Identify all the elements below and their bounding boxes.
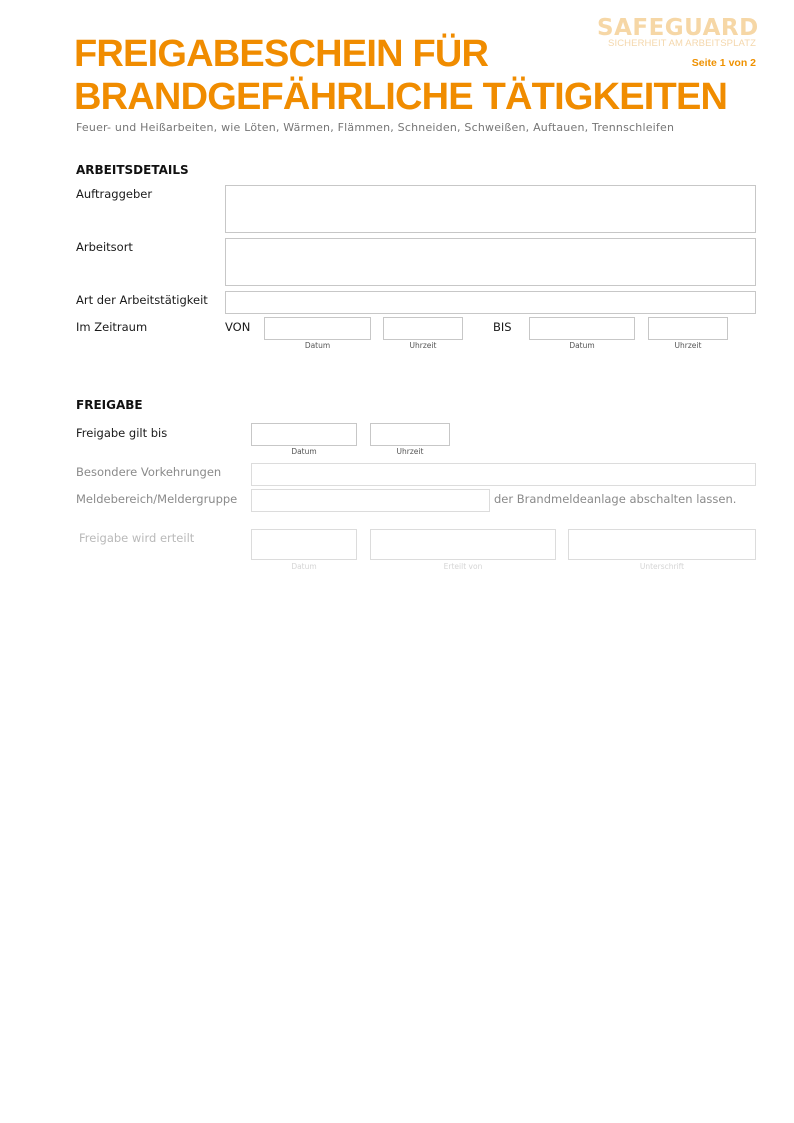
auftraggeber-label: Auftraggeber <box>76 187 153 201</box>
erteilt-datum-caption: Datum <box>291 562 317 571</box>
document-subtitle: Feuer- und Heißarbeiten, wie Löten, Wärmen, Flämmen, Schneiden, Schweißen, Auftauen, Trennschleifen <box>76 121 675 134</box>
gilt-bis-label: Freigabe gilt bis <box>76 426 168 440</box>
zeitraum-label: Im Zeitraum <box>76 320 148 334</box>
document-title-line-1: FREIGABESCHEIN FÜR <box>74 33 489 75</box>
meldebereich-label: Meldebereich/Meldergruppe <box>76 492 238 506</box>
arbeitsort-field[interactable] <box>225 238 756 286</box>
erteilt-von-field[interactable] <box>370 529 556 560</box>
section-heading-arbeitsdetails: ARBEITSDETAILS <box>76 163 189 177</box>
von-uhrzeit-caption: Uhrzeit <box>409 341 437 350</box>
von-label: VON <box>225 320 251 334</box>
bis-uhrzeit-caption: Uhrzeit <box>674 341 702 350</box>
unterschrift-field[interactable] <box>568 529 756 560</box>
bis-label: BIS <box>493 320 512 334</box>
meldebereich-suffix: der Brandmeldeanlage abschalten lassen. <box>494 492 737 506</box>
von-datum-caption: Datum <box>304 341 331 350</box>
von-datum-field[interactable] <box>264 317 371 340</box>
gilt-bis-datum-field[interactable] <box>251 423 357 446</box>
erteilt-von-caption: Erteilt von <box>443 562 483 571</box>
bis-uhrzeit-field[interactable] <box>648 317 728 340</box>
bis-datum-field[interactable] <box>529 317 635 340</box>
erteilt-label: Freigabe wird erteilt <box>79 531 195 545</box>
gilt-bis-uhrzeit-caption: Uhrzeit <box>396 447 424 456</box>
meldebereich-field[interactable] <box>251 489 490 512</box>
gilt-bis-uhrzeit-field[interactable] <box>370 423 450 446</box>
bis-datum-caption: Datum <box>569 341 595 350</box>
document-title-line-2: BRANDGEFÄHRLICHE TÄTIGKEITEN <box>74 76 728 118</box>
brand-tagline: SICHERHEIT AM ARBEITSPLATZ <box>608 38 756 49</box>
auftraggeber-field[interactable] <box>225 185 756 233</box>
art-der-arbeitstaetigkeit-label: Art der Arbeitstätigkeit <box>76 293 208 307</box>
vorkehrungen-field[interactable] <box>251 463 756 486</box>
unterschrift-caption: Unterschrift <box>639 562 685 571</box>
art-der-arbeitstaetigkeit-field[interactable] <box>225 291 756 314</box>
arbeitsort-label: Arbeitsort <box>76 240 133 254</box>
brand-logo: SAFEGUARD <box>597 15 759 41</box>
von-uhrzeit-field[interactable] <box>383 317 463 340</box>
section-heading-freigabe: FREIGABE <box>76 398 143 412</box>
erteilt-datum-field[interactable] <box>251 529 357 560</box>
page-indicator: Seite 1 von 2 <box>691 57 756 69</box>
vorkehrungen-label: Besondere Vorkehrungen <box>76 465 222 479</box>
gilt-bis-datum-caption: Datum <box>291 447 317 456</box>
